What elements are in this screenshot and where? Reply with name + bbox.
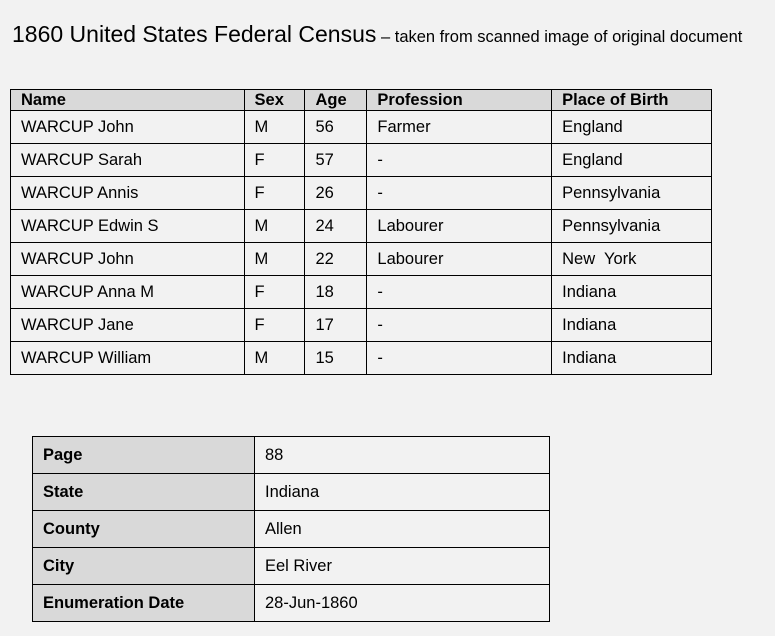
cell-age: 26 [305,177,367,210]
cell-age: 22 [305,243,367,276]
cell-profession: Labourer [367,243,552,276]
cell-place-of-birth: Indiana [552,342,712,375]
cell-profession: - [367,177,552,210]
detail-label-enumeration-date: Enumeration Date [33,585,255,622]
cell-place-of-birth: Pennsylvania [552,177,712,210]
detail-row-state [33,474,550,511]
cell-sex: F [244,309,305,342]
column-header-profession: Profession [367,90,552,111]
column-header-name: Name [11,90,245,111]
table-row [11,276,712,309]
cell-place-of-birth: Pennsylvania [552,210,712,243]
cell-sex: M [244,243,305,276]
cell-name: WARCUP William [11,342,245,375]
cell-profession: - [367,342,552,375]
cell-sex: M [244,111,305,144]
table-row [11,177,712,210]
detail-value-state: Indiana [255,474,550,511]
page-title [12,21,742,48]
census-header-row [11,90,712,111]
detail-value-county: Allen [255,511,550,548]
cell-age: 24 [305,210,367,243]
detail-label-city: City [33,548,255,585]
record-details-table [32,436,550,622]
detail-label-state: State [33,474,255,511]
title-main: 1860 United States Federal Census [12,21,377,47]
cell-profession: - [367,144,552,177]
cell-age: 18 [305,276,367,309]
cell-profession: Labourer [367,210,552,243]
cell-sex: M [244,210,305,243]
cell-place-of-birth: England [552,111,712,144]
cell-name: WARCUP Sarah [11,144,245,177]
cell-name: WARCUP Anna M [11,276,245,309]
cell-age: 15 [305,342,367,375]
detail-label-county: County [33,511,255,548]
detail-row-city [33,548,550,585]
cell-age: 17 [305,309,367,342]
cell-age: 57 [305,144,367,177]
cell-name: WARCUP Annis [11,177,245,210]
detail-label-page: Page [33,437,255,474]
cell-sex: M [244,342,305,375]
cell-profession: - [367,309,552,342]
cell-sex: F [244,276,305,309]
detail-row-county [33,511,550,548]
cell-place-of-birth: England [552,144,712,177]
cell-age: 56 [305,111,367,144]
cell-name: WARCUP John [11,111,245,144]
table-row [11,111,712,144]
table-row [11,342,712,375]
column-header-age: Age [305,90,367,111]
detail-row-page [33,437,550,474]
cell-sex: F [244,144,305,177]
census-table [10,89,712,375]
cell-sex: F [244,177,305,210]
cell-profession: - [367,276,552,309]
cell-profession: Farmer [367,111,552,144]
title-subtitle: – taken from scanned image of original document [376,28,743,46]
detail-value-enumeration-date: 28-Jun-1860 [255,585,550,622]
cell-name: WARCUP John [11,243,245,276]
cell-name: WARCUP Jane [11,309,245,342]
cell-place-of-birth: Indiana [552,276,712,309]
detail-value-page: 88 [255,437,550,474]
table-row [11,243,712,276]
cell-place-of-birth: New York [552,243,712,276]
table-row [11,210,712,243]
column-header-place-of-birth: Place of Birth [552,90,712,111]
cell-place-of-birth: Indiana [552,309,712,342]
column-header-sex: Sex [244,90,305,111]
table-row [11,144,712,177]
detail-row-enumeration-date [33,585,550,622]
cell-name: WARCUP Edwin S [11,210,245,243]
table-row [11,309,712,342]
detail-value-city: Eel River [255,548,550,585]
